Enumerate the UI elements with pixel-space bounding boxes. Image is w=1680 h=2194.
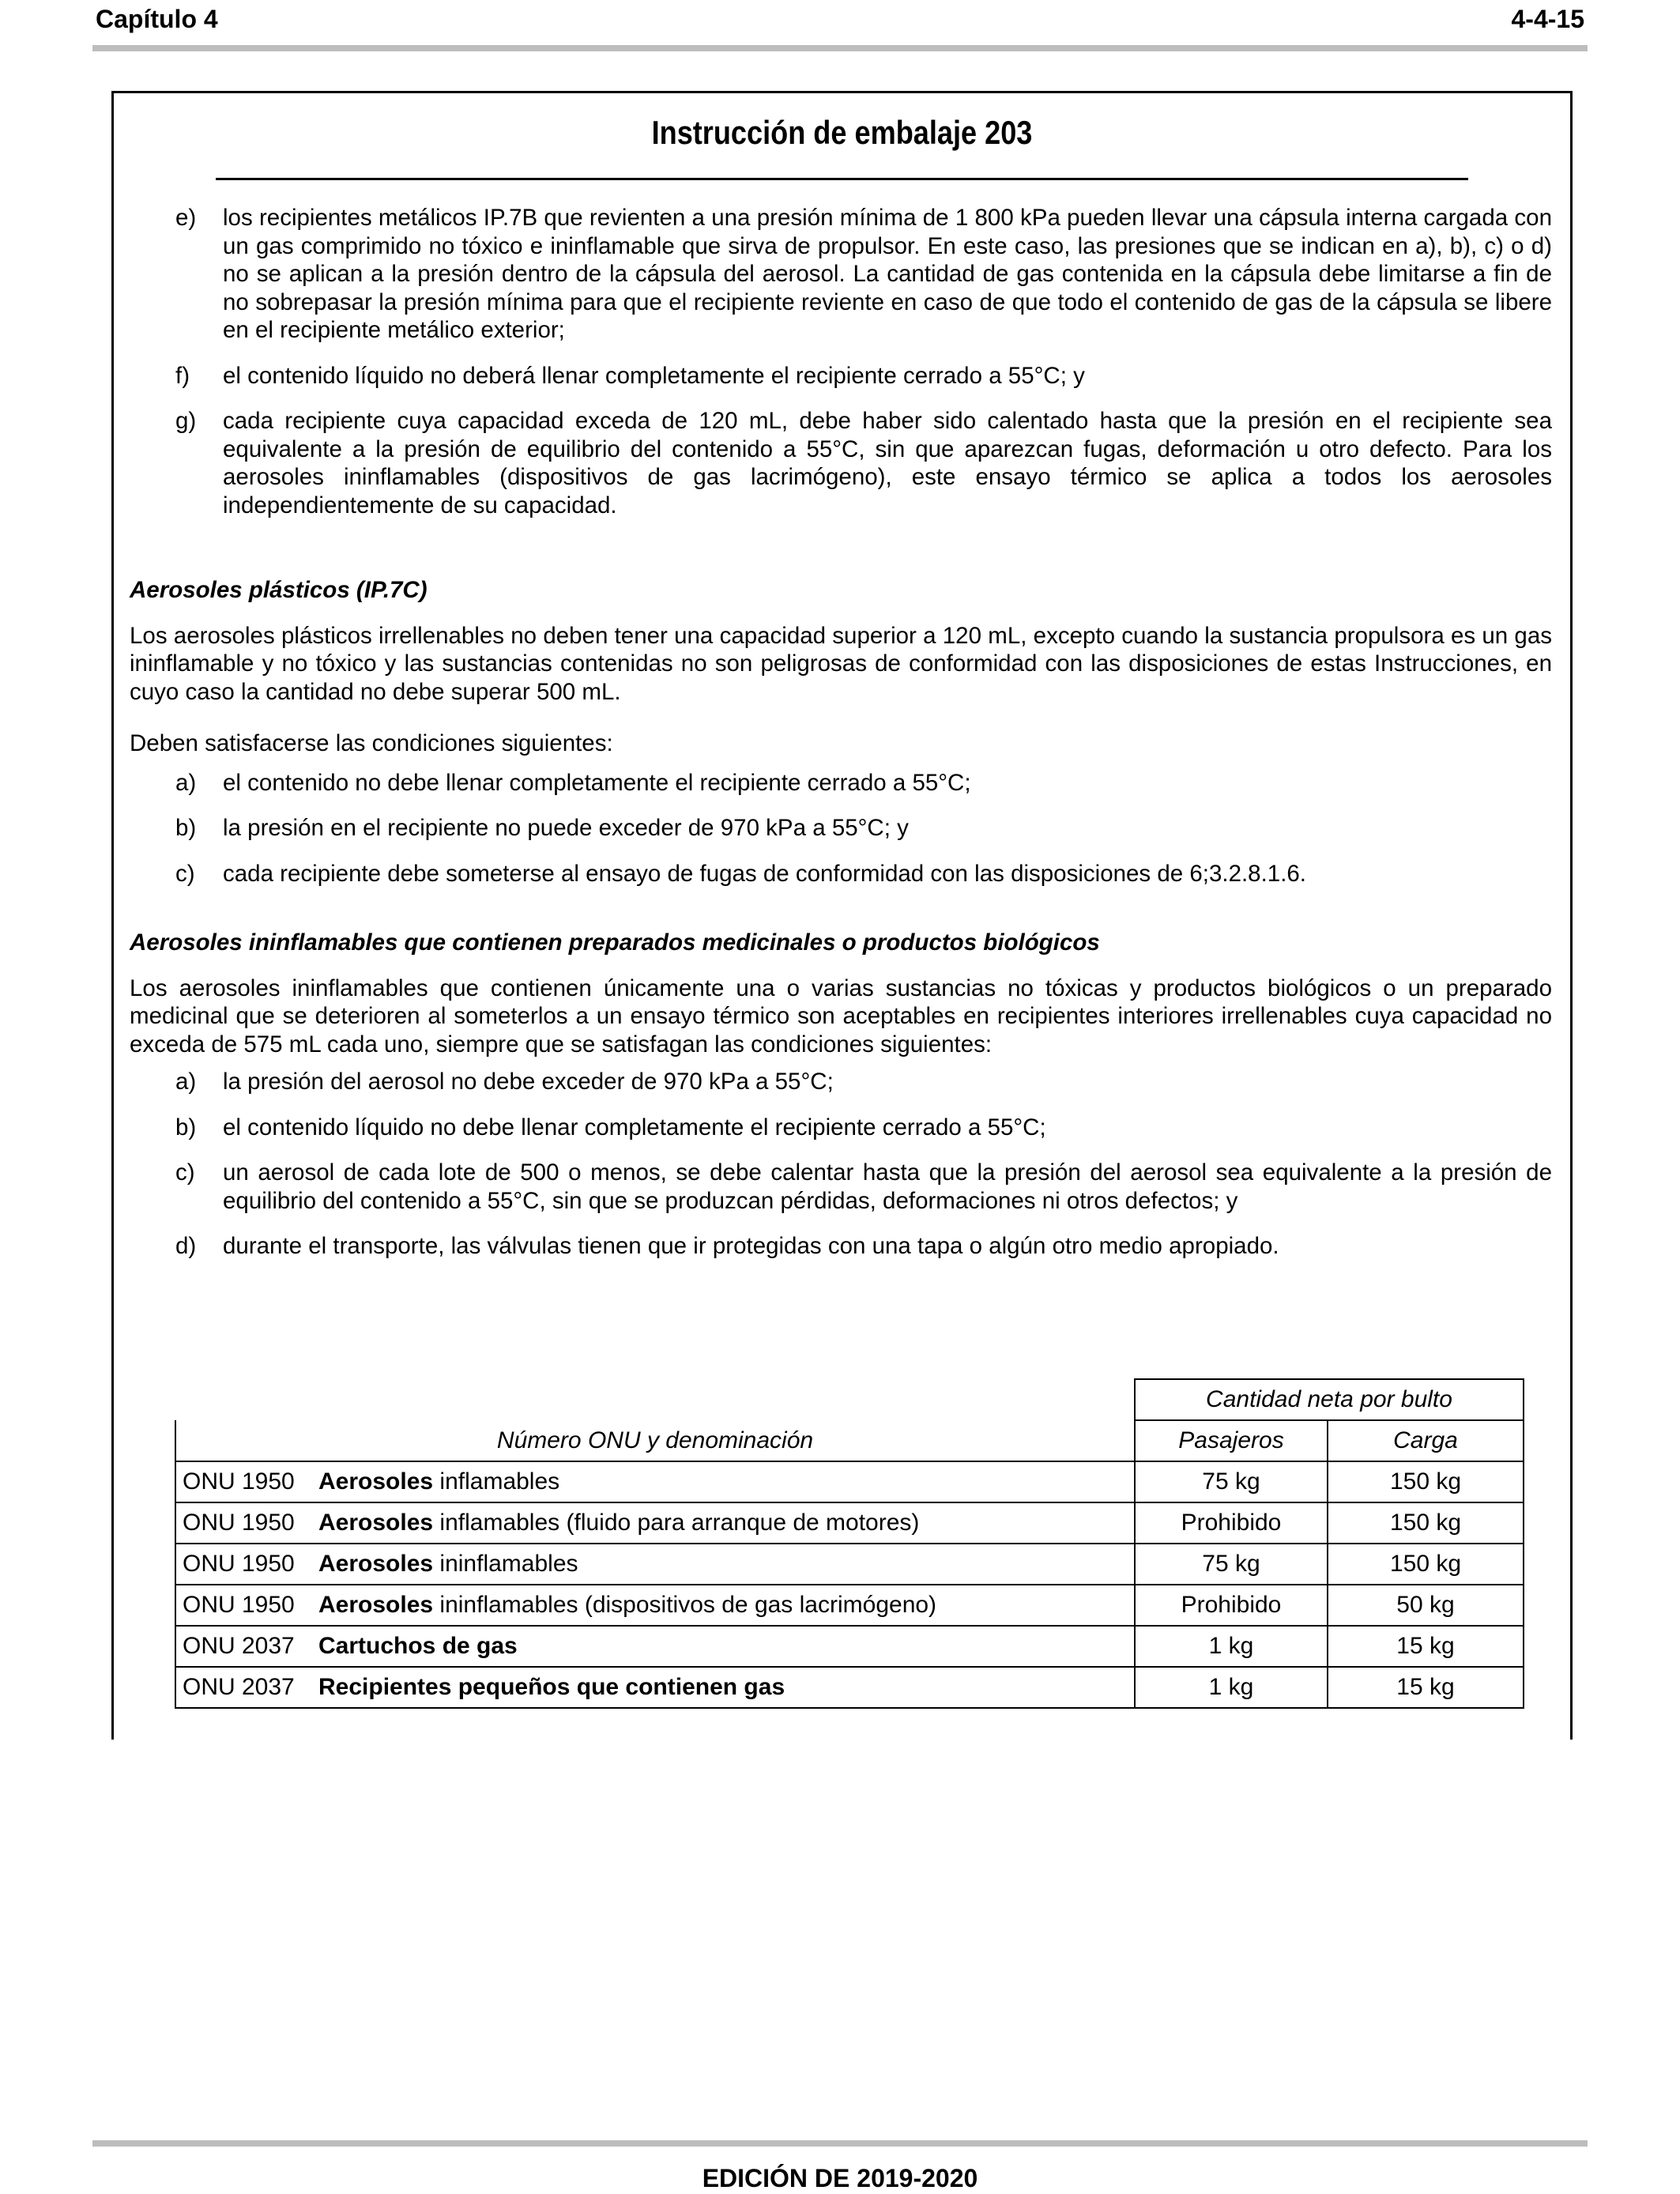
table-row [175,1585,1524,1626]
column-header-desc: Número ONU y denominación [175,1420,1135,1461]
box-title: Instrucción de embalaje 203 [216,93,1468,180]
chapter-label: Capítulo 4 [96,5,218,33]
table-row [175,1461,1524,1502]
list-item [130,1114,1552,1142]
edition-footer: EDICIÓN DE 2019-2020 [702,2164,978,2192]
table-row [175,1667,1524,1708]
cargo-qty: 150 kg [1328,1502,1524,1544]
un-number: ONU 1950 [183,1551,295,1577]
list-item-label: g) [175,408,197,434]
list-item-label: b) [175,815,197,841]
list-item-text: durante el transporte, las válvulas tienen que ir protegidas con una tapa o algún otro medio apropiado. [223,1233,1279,1259]
list-item-text: el contenido líquido no debe llenar completamente el recipiente cerrado a 55°C; [223,1114,1046,1140]
list-item [130,407,1552,519]
list-item [130,204,1552,345]
un-number: ONU 1950 [183,1468,295,1495]
cargo-qty: 150 kg [1328,1544,1524,1585]
list-item [130,362,1552,390]
cargo-qty: 15 kg [1328,1667,1524,1708]
name-bold: Aerosoles [318,1468,434,1495]
name-bold: Cartuchos de gas [318,1633,518,1659]
table-header-row [175,1379,1524,1420]
table-row [175,1626,1524,1667]
un-number: ONU 1950 [183,1592,295,1618]
conditions-intro: Deben satisfacerse las condiciones siguientes: [130,730,613,756]
name-rest: inflamables (fluido para arranque de motores) [433,1510,920,1536]
name-bold: Recipientes pequeños que contienen gas [318,1674,785,1700]
un-number: ONU 2037 [183,1633,295,1659]
list-item [130,814,1552,843]
list-item [130,1159,1552,1215]
name-bold: Aerosoles [318,1592,434,1618]
cargo-qty: 150 kg [1328,1461,1524,1502]
passenger-qty: Prohibido [1135,1585,1328,1626]
list-item-label: d) [175,1233,197,1259]
passenger-qty: 75 kg [1135,1461,1328,1502]
list-item-text: la presión en el recipiente no puede exceder de 970 kPa a 55°C; y [223,815,909,841]
instruction-content [130,204,1552,1261]
list-item-text: el contenido no debe llenar completamente el recipiente cerrado a 55°C; [223,769,971,796]
cargo-qty: 15 kg [1328,1626,1524,1667]
section-paragraph: Los aerosoles ininflamables que contienen únicamente una o varias sustancias no tóxicas y productos biológicos o un preparado medicinal que se deterioren al someterlos a un ensayo térmico son aceptables en recipientes interiores irrellenables cuya capacidad no exceda de 575 mL cada uno, siempre que se satisfagan las condiciones siguientes: [130,974,1552,1057]
table-row [175,1502,1524,1544]
list-item [130,1068,1552,1096]
table-header-row [175,1420,1524,1461]
list-item-label: a) [175,1069,197,1095]
section-heading-plastic: Aerosoles plásticos (IP.7C) [130,577,428,603]
passenger-qty: Prohibido [1135,1502,1328,1544]
list-item-label: c) [175,1159,195,1186]
table-row [175,1544,1524,1585]
page-number: 4-4-15 [1511,5,1584,33]
list-item [130,769,1552,797]
passenger-qty: 75 kg [1135,1544,1328,1585]
list-item-text: un aerosol de cada lote de 500 o menos, se debe calentar hasta que la presión del aerosol sea equivalente a la presión de equilibrio del contenido a 55°C, sin que se produzcan pérdidas, deformaciones ni otros defectos; y [223,1159,1552,1214]
un-number: ONU 1950 [183,1510,295,1536]
group-header: Cantidad neta por bulto [1135,1379,1524,1420]
name-bold: Aerosoles [318,1551,434,1577]
header-rule [92,45,1588,51]
list-item [130,860,1552,888]
list-item-label: a) [175,769,197,796]
un-number: ONU 2037 [183,1674,295,1700]
passenger-qty: 1 kg [1135,1667,1328,1708]
list-item [130,1232,1552,1261]
list-item-text: los recipientes metálicos IP.7B que revienten a una presión mínima de 1 800 kPa pueden llevar una cápsula interna cargada con un gas comprimido no tóxico e ininflamable que sirva de propulsor. En este caso, las presiones que se indican en a), b), c) o d) no se aplican a la presión dentro de la cápsula del aerosol. La cantidad de gas contenida en la cápsula debe limitarse a fin de no sobrepasar la presión mínima para que el recipiente reviente en caso de que todo el contenido de gas de la cápsula se libere en el recipiente metálico exterior; [223,205,1552,343]
column-header-cargo: Carga [1328,1420,1524,1461]
list-item-label: b) [175,1114,197,1140]
list-item-text: cada recipiente cuya capacidad exceda de 120 mL, debe haber sido calentado hasta que la presión en el recipiente sea equivalente a la presión de equilibrio del contenido a 55°C, sin que aparezcan fugas, deformación u otro defecto. Para los aerosoles ininflamables (dispositivos de gas lacrimógeno), este ensayo térmico se aplica a todos los aerosoles independientemente de su capacidad. [223,408,1552,518]
passenger-qty: 1 kg [1135,1626,1328,1667]
list-item-label: c) [175,860,195,887]
footer-rule [92,2140,1588,2147]
list-item-text: cada recipiente debe someterse al ensayo de fugas de conformidad con las disposiciones de 6;3.2.8.1.6. [223,860,1306,887]
cargo-qty: 50 kg [1328,1585,1524,1626]
list-item-label: e) [175,205,197,231]
list-item-text: la presión del aerosol no debe exceder de 970 kPa a 55°C; [223,1069,834,1095]
quantity-table [175,1378,1524,1709]
section-paragraph: Los aerosoles plásticos irrellenables no deben tener una capacidad superior a 120 mL, excepto cuando la sustancia propulsora es un gas ininflamable y no tóxico y las sustancias contenidas no son peligrosas de conformidad con las disposiciones de estas Instrucciones, en cuyo caso la cantidad no debe superar 500 mL. [130,622,1552,705]
list-item-label: f) [175,362,190,389]
name-rest: ininflamables (dispositivos de gas lacrimógeno) [433,1592,937,1618]
list-item-text: el contenido líquido no deberá llenar completamente el recipiente cerrado a 55°C; y [223,362,1085,389]
name-bold: Aerosoles [318,1510,434,1536]
name-rest: inflamables [433,1468,560,1495]
name-rest: ininflamables [433,1551,578,1577]
column-header-passengers: Pasajeros [1135,1420,1328,1461]
running-header [92,0,1588,40]
section-heading-medicinal: Aerosoles ininflamables que contienen preparados medicinales o productos biológicos [130,929,1100,956]
